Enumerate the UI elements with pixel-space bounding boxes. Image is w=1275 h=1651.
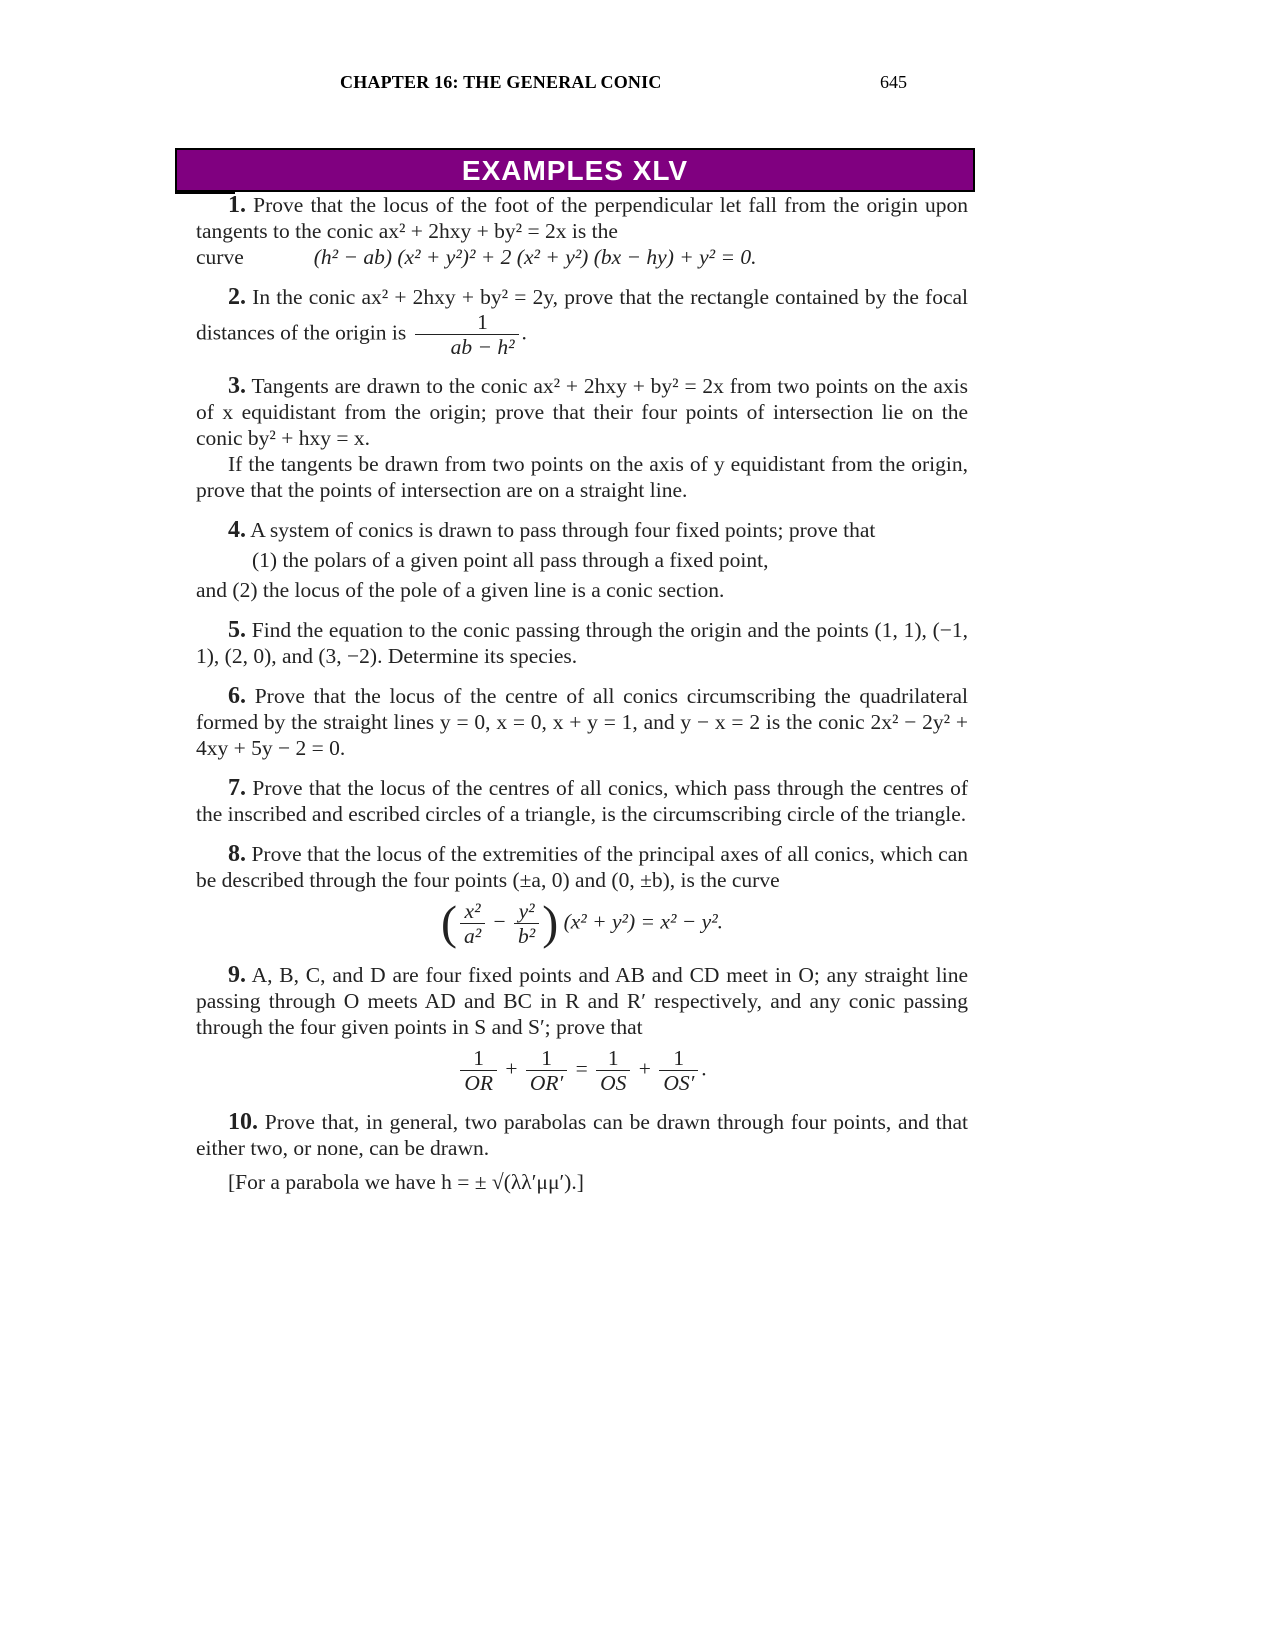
- fraction: [514, 899, 539, 948]
- example-8-equation: [196, 896, 968, 950]
- left-paren: (: [440, 896, 457, 950]
- example-number: 1.: [228, 192, 246, 218]
- minus-sign: −: [493, 909, 506, 934]
- example-10-note: [196, 1169, 968, 1195]
- fraction-denominator: OS: [600, 1071, 627, 1095]
- fraction-numerator: 1: [415, 310, 519, 335]
- fraction-denominator: OR: [464, 1071, 493, 1095]
- example-number: 2.: [228, 284, 246, 310]
- running-title: CHAPTER 16: THE GENERAL CONIC: [340, 72, 662, 92]
- example-text-2: If the tangents be drawn from two points on the axis of y equidistant from the origin, prove that the points of intersection are on a straight line.: [196, 452, 968, 502]
- fraction: [596, 1046, 630, 1095]
- example-5-body: [196, 617, 968, 669]
- equation-tail: (x² + y²) = x² − y².: [563, 909, 724, 934]
- example-6-body: [196, 683, 968, 761]
- example-number: 8.: [228, 841, 246, 867]
- period: .: [521, 320, 527, 345]
- fraction: [526, 1046, 567, 1095]
- fraction-numerator: 1: [526, 1046, 567, 1071]
- example-number: 4.: [228, 517, 246, 543]
- example-8: [196, 841, 968, 948]
- curve-label: curve: [196, 245, 244, 269]
- example-3-part2: [196, 451, 968, 503]
- example-1-curve: [196, 244, 968, 270]
- fraction: [460, 1046, 497, 1095]
- example-number: 9.: [228, 962, 246, 988]
- example-1: [196, 192, 968, 270]
- example-text: Find the equation to the conic passing through the origin and the points (1, 1), (−1, 1), (2, 0), and (3, −2). Determine its species.: [196, 618, 969, 668]
- fraction-denominator: OS′: [663, 1071, 695, 1095]
- fraction-denominator: a²: [463, 924, 482, 948]
- fraction-numerator: 1: [659, 1046, 698, 1071]
- equals-sign: =: [575, 1056, 588, 1081]
- example-text: Prove that the locus of the centre of all conics circumscribing the quadrilateral formed by the straight lines y = 0, x = 0, x + y = 1, and y − x = 2 is the conic 2x² − 2y² + 4xy + 5y − 2 = 0.: [196, 684, 969, 760]
- example-9: [196, 962, 968, 1095]
- plus-sign: +: [638, 1056, 651, 1081]
- example-text: Prove that, in general, two parabolas can be drawn through four points, and that either two, or none, can be drawn.: [196, 1110, 968, 1160]
- example-10: [196, 1109, 968, 1195]
- fraction: [659, 1046, 698, 1095]
- example-7: [196, 775, 968, 827]
- example-number: 3.: [228, 373, 246, 399]
- example-10-body: [196, 1109, 968, 1161]
- item-text: (1) the polars of a given point all pass through a fixed point,: [252, 548, 769, 572]
- example-4-item-2: [196, 577, 968, 603]
- period: .: [701, 1056, 707, 1081]
- example-7-body: [196, 775, 968, 827]
- example-text: Prove that the locus of the centres of all conics, which pass through the centres of the inscribed and escribed circles of a triangle, is the circumscribing circle of the triangle.: [196, 776, 968, 826]
- example-number: 10.: [228, 1109, 258, 1135]
- example-9-equation: [196, 1046, 968, 1095]
- example-text: Prove that the locus of the foot of the perpendicular let fall from the origin upon tangents to the conic ax² + 2hxy + by² = 2x is the: [196, 193, 968, 243]
- fraction-denominator: b²: [518, 924, 536, 948]
- fraction-denominator: OR′: [529, 1071, 564, 1095]
- examples-banner: [175, 148, 975, 192]
- example-9-body: [196, 962, 968, 1040]
- example-3: [196, 373, 968, 503]
- example-3-body: [196, 373, 968, 451]
- fraction: [460, 899, 485, 948]
- example-2-body: [196, 284, 968, 359]
- fraction-denominator: ab − h²: [450, 335, 515, 359]
- fraction: [415, 310, 519, 359]
- example-1-body: [196, 192, 968, 244]
- example-number: 5.: [228, 617, 246, 643]
- fraction-numerator: 1: [596, 1046, 630, 1071]
- example-4-body: [196, 517, 968, 543]
- examples-list: [196, 192, 968, 1209]
- example-number: 6.: [228, 683, 246, 709]
- example-text: In the conic ax² + 2hxy + by² = 2y, prove that the rectangle contained by the focal distances of the origin is: [196, 285, 969, 345]
- example-text: A system of conics is drawn to pass through four fixed points; prove that: [250, 518, 876, 542]
- example-2: [196, 284, 968, 359]
- example-number: 7.: [228, 775, 246, 801]
- item-text: and (2) the locus of the pole of a given line is a conic section.: [196, 578, 725, 602]
- example-4-item-1: [196, 547, 968, 573]
- note-text: [For a parabola we have h = ± √(λλ′μμ′).]: [228, 1170, 584, 1194]
- example-text: Prove that the locus of the extremities of the principal axes of all conics, which can be described through the four points (±a, 0) and (0, ±b), is the curve: [196, 842, 969, 892]
- fraction-numerator: 1: [460, 1046, 497, 1071]
- plus-sign: +: [505, 1056, 518, 1081]
- example-4: [196, 517, 968, 603]
- curve-equation: (h² − ab) (x² + y²)² + 2 (x² + y²) (bx − hy) + y² = 0.: [313, 245, 757, 269]
- page-number: 645: [880, 72, 907, 92]
- banner-title: EXAMPLES XLV: [461, 155, 689, 186]
- example-8-body: [196, 841, 968, 893]
- example-text: Tangents are drawn to the conic ax² + 2hxy + by² = 2x from two points on the axis of x equidistant from the origin; prove that their four points of intersection lie on the conic by² + hxy = x.: [196, 374, 968, 450]
- fraction-numerator: x²: [460, 899, 485, 924]
- fraction-numerator: y²: [514, 899, 539, 924]
- example-6: [196, 683, 968, 761]
- example-text: A, B, C, and D are four fixed points and AB and CD meet in O; any straight line passing through O meets AD and BC in R and R′ respectively, and any conic passing through the four given points in S and S′; prove that: [196, 963, 968, 1039]
- example-5: [196, 617, 968, 669]
- right-paren: ): [542, 896, 559, 950]
